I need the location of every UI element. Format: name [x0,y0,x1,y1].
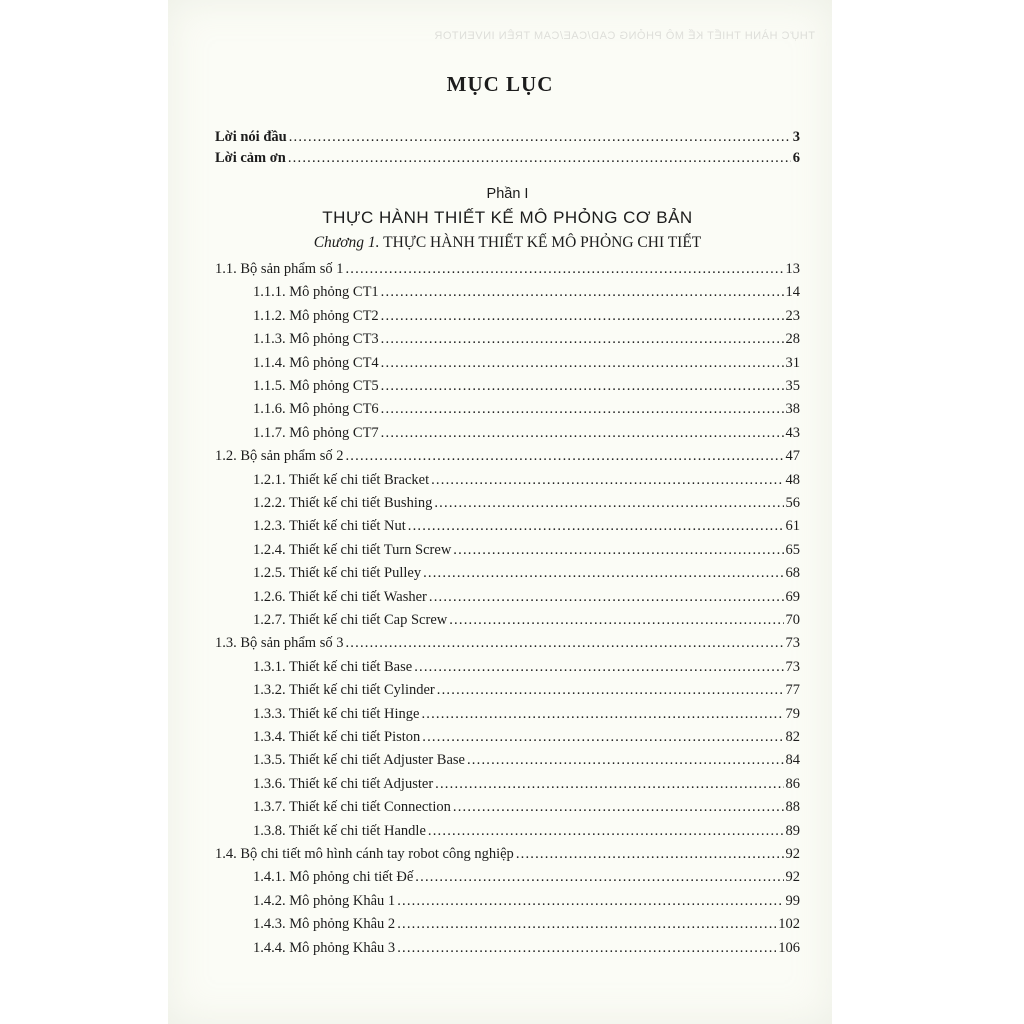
toc-page-number: 61 [785,518,800,535]
toc-label: 1.1.1. Mô phỏng CT1 [253,284,379,301]
toc-subsection-entry [215,890,800,912]
toc-label: 1.1. Bộ sản phẩm số 1 [215,261,344,277]
toc-subsection-entry [215,773,800,795]
toc-label: 1.1.5. Mô phỏng CT5 [253,378,379,394]
toc-section-entry [215,445,800,467]
toc-subsection-entry [215,937,800,959]
toc-subsection-entry [215,305,800,327]
dot-leader [397,890,783,912]
toc-label: 1.1.6. Mô phỏng CT6 [253,401,379,418]
toc-page-number: 88 [785,799,800,816]
toc-label: Lời nói đầu [215,129,287,145]
toc-subsection-entry [215,820,800,842]
toc-subsection-entry [215,562,800,584]
toc-label: 1.3.6. Thiết kế chi tiết Adjuster [253,775,434,792]
dot-leader [345,632,783,654]
toc-subsection-entry [215,796,800,818]
dot-leader [381,422,784,444]
toc-page-number: 47 [785,448,800,465]
toc-subsection-entry [215,913,800,935]
toc-page-number: 82 [785,729,800,745]
toc-page-number: 13 [785,261,800,277]
toc-subsection-entry [215,515,800,537]
toc-page-number: 38 [785,401,800,418]
front-matter-entry [215,126,800,148]
toc-subsection-entry [215,539,800,561]
chapter-heading [215,234,800,252]
toc-page-number: 99 [785,892,800,909]
dot-leader [423,562,783,584]
toc-label: 1.4. Bộ chi tiết mô hình cánh tay robot công nghiệp [215,846,514,862]
toc-page-number: 79 [785,705,800,722]
dot-leader [381,398,784,420]
toc-label: 1.4.2. Mô phỏng Khâu 1 [253,892,396,909]
part-number: Phần I [486,186,529,202]
toc-page-number: 6 [792,150,800,166]
toc-subsection-entry [215,656,800,678]
toc-subsection-entry [215,422,800,444]
toc-label: 1.3.2. Thiết kế chi tiết Cylinder [253,682,435,699]
toc-label: 1.3.3. Thiết kế chi tiết Hinge [253,705,420,722]
toc-label: 1.1.2. Mô phỏng CT2 [253,307,379,324]
toc-section-entry [215,632,800,654]
toc-subsection-entry [215,586,800,608]
toc-subsection-entry [215,375,800,397]
toc-label: 1.2.7. Thiết kế chi tiết Cap Screw [253,612,448,628]
dot-leader [516,843,784,865]
toc-label: Lời cảm ơn [215,150,286,166]
toc-subsection-entry [215,866,800,888]
bleed-through-header: THỰC HÀNH THIẾT KẾ MÔ PHỎNG CAD/CAE/CAM TRÊN INVENTOR [433,30,815,42]
toc-page-number: 28 [785,331,800,348]
dot-leader [381,281,784,303]
toc-label: 1.2.6. Thiết kế chi tiết Washer [253,588,427,605]
toc-subsection-entry [215,749,800,771]
toc-subsection-entry [215,328,800,350]
toc-section-entry [215,843,800,865]
toc-subsection-entry [215,469,800,491]
toc-page-number: 35 [785,378,800,394]
toc-page-number: 92 [785,846,800,862]
toc-page-number: 3 [792,129,800,145]
toc-label: 1.2.5. Thiết kế chi tiết Pulley [253,565,422,582]
toc-label: 1.4.1. Mô phỏng chi tiết Đế [253,869,414,886]
dot-leader [421,703,783,725]
dot-leader [289,126,791,148]
toc-page-number: 89 [785,822,800,839]
toc-subsection-entry [215,726,800,748]
dot-leader [453,539,783,561]
part-title: THỰC HÀNH THIẾT KẾ MÔ PHỎNG CƠ BẢN [322,208,693,227]
dot-leader [381,328,784,350]
chapter-prefix: Chương 1. [313,234,380,251]
toc-page-number: 56 [785,495,800,511]
page-title: MỤC LỤC [446,72,554,96]
toc-page-number: 77 [785,682,800,699]
dot-leader [435,773,783,795]
toc-page-number: 23 [785,307,800,324]
dot-leader [345,258,783,280]
dot-leader [381,305,784,327]
toc-label: 1.3.8. Thiết kế chi tiết Handle [253,822,426,839]
toc-page-number: 106 [778,939,800,956]
toc-page-number: 73 [785,635,800,652]
dot-leader [437,679,784,701]
dot-leader [429,586,784,608]
dot-leader [408,515,784,537]
dot-leader [415,866,783,888]
dot-leader [453,796,784,818]
toc-subsection-entry [215,281,800,303]
front-matter-entry [215,147,800,169]
toc-label: 1.3.1. Thiết kế chi tiết Base [253,658,413,675]
dot-leader [381,375,784,397]
toc-page-number: 69 [785,588,800,605]
toc-label: 1.2.3. Thiết kế chi tiết Nut [253,518,406,535]
toc-subsection-entry [215,352,800,374]
toc-subsection-entry [215,609,800,631]
dot-leader [449,609,783,631]
dot-leader [381,352,784,374]
toc-page-number: 43 [785,424,800,441]
toc-page-number: 70 [785,612,800,628]
toc-label: 1.1.7. Mô phỏng CT7 [253,424,379,441]
toc-page-number: 68 [785,565,800,582]
dot-leader [422,726,783,748]
toc-page-number: 84 [785,752,800,769]
toc-label: 1.4.3. Mô phỏng Khâu 2 [253,916,396,933]
toc-label: 1.3.7. Thiết kế chi tiết Connection [253,799,451,816]
toc-section-entry [215,258,800,280]
toc-subsection-entry [215,492,800,514]
toc-page-number: 65 [785,541,800,558]
toc-label: 1.3.5. Thiết kế chi tiết Adjuster Base [253,752,465,769]
toc-page-number: 92 [785,869,800,886]
toc-label: 1.2.1. Thiết kế chi tiết Bracket [253,471,430,488]
toc-page-number: 48 [785,471,800,488]
toc-page-number: 31 [785,354,800,371]
dot-leader [431,469,783,491]
toc-page-number: 73 [785,658,800,675]
toc-label: 1.2.4. Thiết kế chi tiết Turn Screw [253,541,452,558]
toc-subsection-entry [215,679,800,701]
dot-leader [288,147,791,169]
dot-leader [428,820,784,842]
toc-label: 1.1.3. Mô phỏng CT3 [253,331,379,348]
toc-label: 1.3.4. Thiết kế chi tiết Piston [253,729,421,745]
toc-label: 1.1.4. Mô phỏng CT4 [253,354,379,371]
dot-leader [467,749,784,771]
toc-subsection-entry [215,703,800,725]
toc-page-number: 14 [785,284,800,301]
toc-label: 1.2.2. Thiết kế chi tiết Bushing [253,495,433,511]
toc-page-number: 86 [785,775,800,792]
toc-label: 1.4.4. Mô phỏng Khâu 3 [253,939,396,956]
dot-leader [397,937,776,959]
dot-leader [397,913,776,935]
dot-leader [434,492,783,514]
toc-label: 1.2. Bộ sản phẩm số 2 [215,448,344,465]
dot-leader [345,445,783,467]
dot-leader [414,656,783,678]
toc-page-number: 102 [778,916,800,933]
toc-subsection-entry [215,398,800,420]
toc-label: 1.3. Bộ sản phẩm số 3 [215,635,344,652]
chapter-title: THỰC HÀNH THIẾT KẾ MÔ PHỎNG CHI TIẾT [379,234,702,251]
